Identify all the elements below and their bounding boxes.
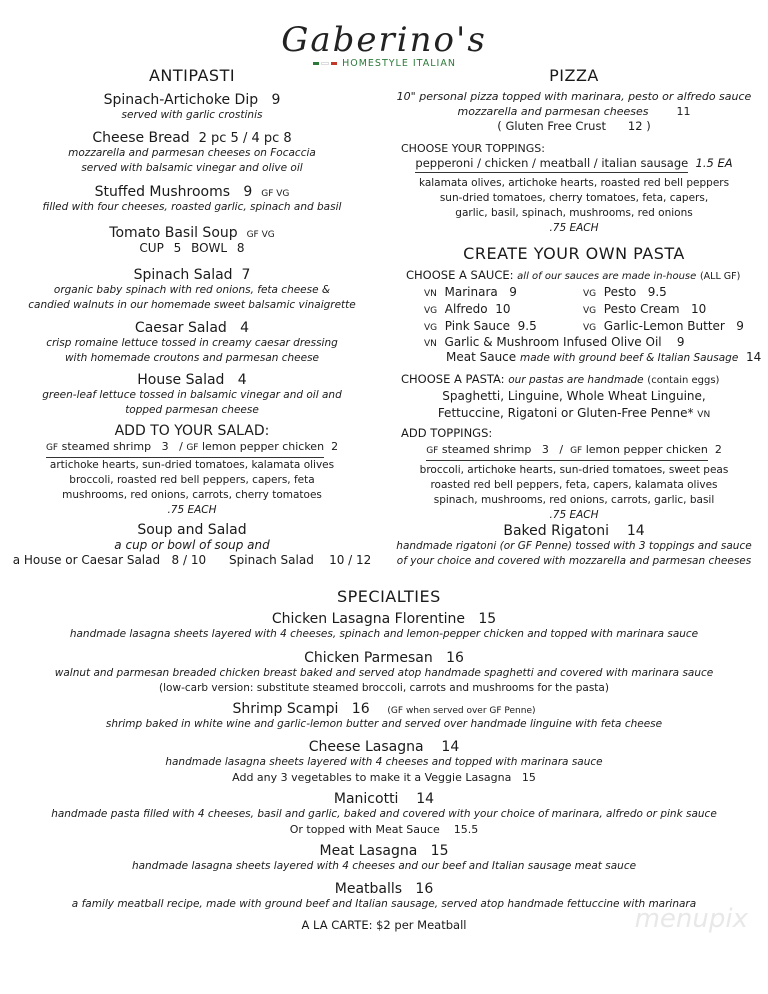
flag-white (321, 62, 329, 65)
sauce-item: VN Marinara 9 (424, 285, 517, 299)
sauce-item: Meat Sauce made with ground beef & Italian Sausage 14 (446, 350, 762, 364)
specialty-item: Meat Lasagna 15 handmade lasagna sheets layered with 4 cheeses and our beef and Italian sausage meat sauce (131, 843, 637, 872)
specialty-item: Chicken Parmesan 16 walnut and parmesan breaded chicken breast baked and served atop handmade spaghetti and covered with marinara sauce (low-carb version: substitute steamed broccoli, carrots and mushrooms for the pasta) (54, 650, 714, 694)
flag-green (313, 62, 319, 65)
antipasti-item: Stuffed Mushrooms 9 GF VG filled with four cheeses, roasted garlic, spinach and basil (42, 184, 342, 213)
sauce-item: VG Alfredo 10 (424, 302, 511, 316)
pasta-toppings: GF steamed shrimp 3 / GF lemon pepper chicken 2 broccoli, artichoke hearts, sun-dried tomatoes, sweet peas roasted red bell peppers, feta, capers, kalamata olives spinach, mushrooms, red onions, carrots, garlic, basil .75 EACH (419, 443, 729, 521)
pasta-types: Spaghetti, Linguine, Whole Wheat Linguine, Fettuccine, Rigatoni or Gluten-Free Penne* VN (437, 389, 711, 420)
pizza-choose-toppings: CHOOSE YOUR TOPPINGS: (401, 142, 545, 155)
antipasti-title: ANTIPASTI (148, 66, 236, 85)
specialty-item: Manicotti 14 handmade pasta filled with 4 cheeses, basil and garlic, baked and covered with your choice of marinara, alfredo or pink sauce Or topped with Meat Sauce 15.5 (51, 791, 717, 836)
specialty-item: Chicken Lasagna Florentine 15 handmade lasagna sheets layered with 4 cheeses, spinach and lemon-pepper chicken and topped with marinara sauce (69, 611, 699, 640)
sauce-item: VG Pesto 9.5 (583, 285, 667, 299)
sauce-item: VG Garlic-Lemon Butter 9 (583, 319, 744, 333)
restaurant-logo (0, 20, 768, 69)
sauce-item: VG Pink Sauce 9.5 (424, 319, 537, 333)
alacarte-meatball: A LA CARTE: $2 per Meatball (301, 918, 467, 932)
choose-sauce-label: CHOOSE A SAUCE: all of our sauces are made in-house (ALL GF) (406, 268, 741, 282)
specialty-item: Meatballs 16 a family meatball recipe, made with ground beef and Italian sausage, served atop handmade fettuccine with marinara (71, 881, 697, 910)
antipasti-item: Tomato Basil Soup GF VG CUP 5 BOWL 8 (109, 225, 275, 255)
restaurant-name: Gaberino's (281, 20, 487, 60)
specialty-item: Shrimp Scampi 16 (GF when served over GF Penne) shrimp baked in white wine and garlic-lemon butter and served over handmade linguine with feta cheese (105, 701, 663, 730)
restaurant-tagline: HOMESTYLE ITALIAN (0, 58, 768, 69)
baked-rigatoni: Baked Rigatoni 14 handmade rigatoni (or GF Penne) tossed with 3 toppings and sauce of your choice and covered with mozzarella and parmesan cheeses (396, 523, 752, 567)
soup-and-salad: Soup and Salad a cup or bowl of soup and a House or Caesar Salad 8 / 10 Spinach Salad 10 / 12 (12, 522, 372, 567)
antipasti-item: Spinach Salad 7 organic baby spinach with red onions, feta cheese & candied walnuts in our homemade sweet balsamic vinaigrette (28, 267, 356, 311)
specialty-item: Cheese Lasagna 14 handmade lasagna sheets layered with 4 cheeses and topped with marinara sauce Add any 3 vegetables to make it a Veggie Lasagna 15 (165, 739, 603, 784)
add-toppings-label: ADD TOPPINGS: (401, 426, 493, 440)
specialties-title: SPECIALTIES (337, 587, 441, 606)
watermark: menupix (634, 904, 748, 934)
sauce-item: VN Garlic & Mushroom Infused Olive Oil 9 (424, 335, 685, 349)
antipasti-item: House Salad 4 green-leaf lettuce tossed in balsamic vinegar and oil and topped parmesan cheese (42, 372, 342, 416)
pizza-section: PIZZA 10" personal pizza topped with marinara, pesto or alfredo sauce mozzarella and parmesan cheeses 11 ( Gluten Free Crust 12 ) (392, 66, 756, 134)
sauce-item: VG Pesto Cream 10 (583, 302, 707, 316)
flag-red (331, 62, 337, 65)
pasta-title: CREATE YOUR OWN PASTA (463, 244, 685, 263)
add-to-salad: ADD TO YOUR SALAD: GF steamed shrimp 3 / GF lemon pepper chicken 2 artichoke hearts, sun-dried tomatoes, kalamata olives broccoli, roasted red bell peppers, capers, feta mushrooms, red onions, carrots, cherry tomatoes .75 EACH (45, 423, 339, 516)
antipasti-item: Caesar Salad 4 crisp romaine lettuce tossed in creamy caesar dressing with homemade croutons and parmesan cheese (46, 320, 338, 364)
pizza-toppings: pepperoni / chicken / meatball / italian sausage 1.5 EA kalamata olives, artichoke hearts, roasted red bell peppers sun-dried tomatoes, cherry tomatoes, feta, capers, garlic, basil, spinach, mushrooms, red onions .75 EACH (415, 156, 733, 234)
antipasti-item: Cheese Bread 2 pc 5 / 4 pc 8 mozzarella and parmesan cheeses on Focaccia served with balsamic vinegar and olive oil (68, 130, 316, 174)
pizza-title: PIZZA (549, 66, 599, 85)
antipasti-item: Spinach-Artichoke Dip 9 served with garlic crostinis (103, 92, 281, 121)
choose-pasta-label: CHOOSE A PASTA: our pastas are handmade (contain eggs) (401, 372, 720, 386)
